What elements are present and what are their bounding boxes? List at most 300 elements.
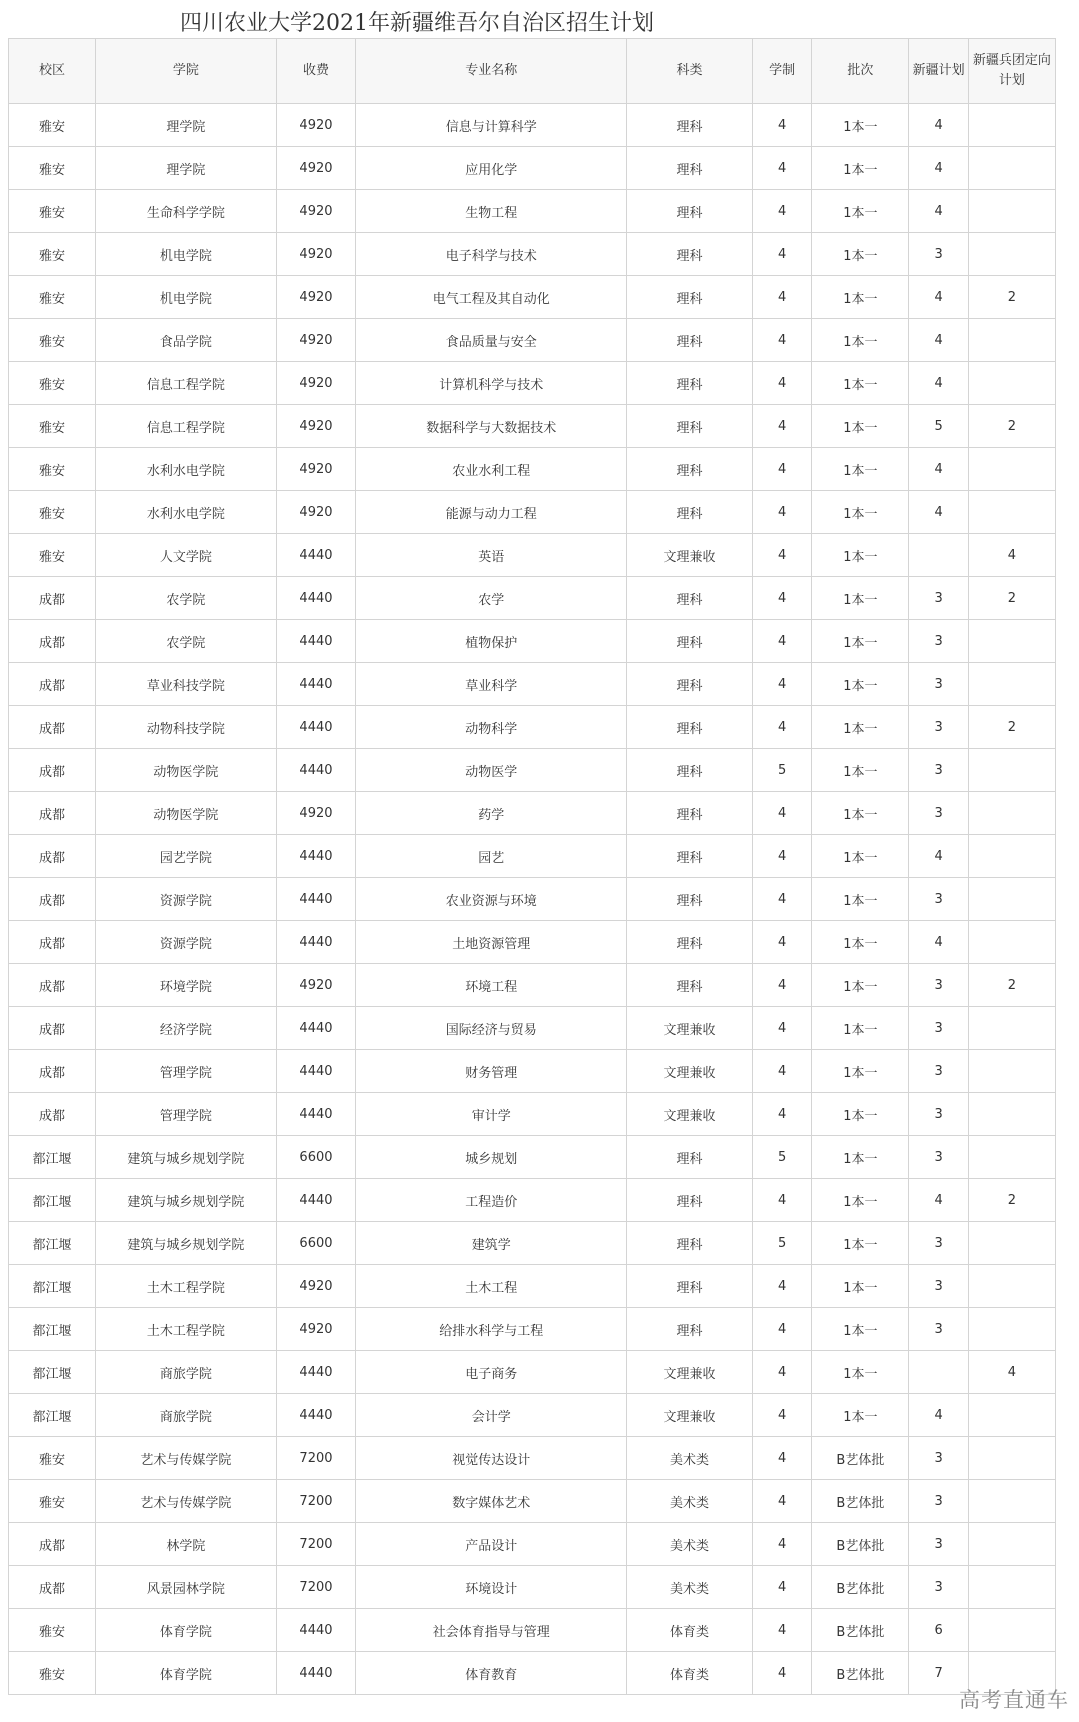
campus-cell: 雅安 [9, 405, 96, 448]
batch-cell: 1本一 [812, 319, 909, 362]
fee-cell: 4920 [276, 104, 355, 147]
bingtuan-plan-cell [968, 792, 1055, 835]
bingtuan-plan-cell [968, 362, 1055, 405]
college-cell: 农学院 [96, 620, 277, 663]
category-cell: 美术类 [627, 1523, 753, 1566]
category-cell: 理科 [627, 1136, 753, 1179]
college-cell: 动物医学院 [96, 792, 277, 835]
table-row [9, 1394, 1056, 1437]
bingtuan-plan-cell: 2 [968, 1179, 1055, 1222]
category-cell: 理科 [627, 362, 753, 405]
duration-cell: 4 [752, 620, 812, 663]
campus-cell: 成都 [9, 878, 96, 921]
college-cell: 水利水电学院 [96, 448, 277, 491]
fee-cell: 4920 [276, 964, 355, 1007]
major-cell: 社会体育指导与管理 [356, 1609, 627, 1652]
campus-cell: 都江堰 [9, 1222, 96, 1265]
bingtuan-plan-cell [968, 147, 1055, 190]
bingtuan-plan-cell [968, 491, 1055, 534]
college-cell: 理学院 [96, 147, 277, 190]
category-cell: 美术类 [627, 1437, 753, 1480]
fee-cell: 4440 [276, 921, 355, 964]
category-cell: 理科 [627, 835, 753, 878]
major-cell: 信息与计算科学 [356, 104, 627, 147]
batch-cell: 1本一 [812, 921, 909, 964]
bingtuan-plan-cell [968, 448, 1055, 491]
duration-cell: 4 [752, 663, 812, 706]
table-row [9, 1566, 1056, 1609]
fee-cell: 4440 [276, 1179, 355, 1222]
bingtuan-plan-cell [968, 663, 1055, 706]
college-cell: 园艺学院 [96, 835, 277, 878]
bingtuan-plan-cell: 2 [968, 577, 1055, 620]
batch-cell: 1本一 [812, 1351, 909, 1394]
campus-cell: 成都 [9, 1523, 96, 1566]
duration-cell: 4 [752, 1523, 812, 1566]
xinjiang-plan-cell: 3 [909, 749, 969, 792]
bingtuan-plan-cell [968, 233, 1055, 276]
header-bingtuan-plan: 新疆兵团定向计划 [968, 39, 1055, 104]
category-cell: 美术类 [627, 1566, 753, 1609]
category-cell: 理科 [627, 233, 753, 276]
fee-cell: 4440 [276, 1050, 355, 1093]
duration-cell: 4 [752, 147, 812, 190]
page-title: 四川农业大学2021年新疆维吾尔自治区招生计划 [180, 11, 654, 36]
campus-cell: 成都 [9, 620, 96, 663]
duration-cell: 4 [752, 534, 812, 577]
category-cell: 理科 [627, 577, 753, 620]
category-cell: 理科 [627, 276, 753, 319]
table-row [9, 749, 1056, 792]
fee-cell: 6600 [276, 1136, 355, 1179]
table-row [9, 534, 1056, 577]
campus-cell: 成都 [9, 1050, 96, 1093]
duration-cell: 4 [752, 362, 812, 405]
campus-cell: 都江堰 [9, 1265, 96, 1308]
bingtuan-plan-cell [968, 921, 1055, 964]
duration-cell: 4 [752, 1308, 812, 1351]
campus-cell: 雅安 [9, 147, 96, 190]
category-cell: 理科 [627, 1179, 753, 1222]
fee-cell: 4440 [276, 1394, 355, 1437]
xinjiang-plan-cell: 7 [909, 1652, 969, 1695]
xinjiang-plan-cell: 4 [909, 491, 969, 534]
major-cell: 建筑学 [356, 1222, 627, 1265]
fee-cell: 4920 [276, 491, 355, 534]
batch-cell: 1本一 [812, 276, 909, 319]
table-row [9, 448, 1056, 491]
xinjiang-plan-cell: 4 [909, 1179, 969, 1222]
table-row [9, 1652, 1056, 1695]
campus-cell: 雅安 [9, 448, 96, 491]
xinjiang-plan-cell [909, 1351, 969, 1394]
campus-cell: 雅安 [9, 362, 96, 405]
batch-cell: 1本一 [812, 1179, 909, 1222]
category-cell: 理科 [627, 448, 753, 491]
xinjiang-plan-cell: 4 [909, 1394, 969, 1437]
major-cell: 财务管理 [356, 1050, 627, 1093]
fee-cell: 4440 [276, 534, 355, 577]
duration-cell: 4 [752, 1566, 812, 1609]
category-cell: 理科 [627, 964, 753, 1007]
bingtuan-plan-cell [968, 1437, 1055, 1480]
table-row [9, 1093, 1056, 1136]
duration-cell: 4 [752, 405, 812, 448]
fee-cell: 4440 [276, 1007, 355, 1050]
major-cell: 植物保护 [356, 620, 627, 663]
batch-cell: 1本一 [812, 233, 909, 276]
college-cell: 土木工程学院 [96, 1265, 277, 1308]
table-row [9, 663, 1056, 706]
table-row [9, 362, 1056, 405]
table-row [9, 1222, 1056, 1265]
campus-cell: 雅安 [9, 276, 96, 319]
category-cell: 理科 [627, 147, 753, 190]
category-cell: 理科 [627, 921, 753, 964]
campus-cell: 都江堰 [9, 1394, 96, 1437]
campus-cell: 都江堰 [9, 1179, 96, 1222]
fee-cell: 4440 [276, 835, 355, 878]
category-cell: 理科 [627, 405, 753, 448]
college-cell: 机电学院 [96, 276, 277, 319]
table-row [9, 706, 1056, 749]
bingtuan-plan-cell [968, 1480, 1055, 1523]
duration-cell: 5 [752, 749, 812, 792]
college-cell: 动物科技学院 [96, 706, 277, 749]
duration-cell: 4 [752, 276, 812, 319]
category-cell: 文理兼收 [627, 1093, 753, 1136]
duration-cell: 4 [752, 1050, 812, 1093]
major-cell: 草业科学 [356, 663, 627, 706]
batch-cell: 1本一 [812, 620, 909, 663]
table-row [9, 921, 1056, 964]
campus-cell: 都江堰 [9, 1136, 96, 1179]
table-row [9, 405, 1056, 448]
campus-cell: 雅安 [9, 1609, 96, 1652]
major-cell: 食品质量与安全 [356, 319, 627, 362]
campus-cell: 成都 [9, 1566, 96, 1609]
table-row [9, 276, 1056, 319]
category-cell: 理科 [627, 104, 753, 147]
category-cell: 体育类 [627, 1652, 753, 1695]
campus-cell: 成都 [9, 921, 96, 964]
batch-cell: 1本一 [812, 405, 909, 448]
major-cell: 视觉传达设计 [356, 1437, 627, 1480]
major-cell: 数字媒体艺术 [356, 1480, 627, 1523]
major-cell: 药学 [356, 792, 627, 835]
bingtuan-plan-cell [968, 620, 1055, 663]
batch-cell: 1本一 [812, 792, 909, 835]
batch-cell: 1本一 [812, 577, 909, 620]
bingtuan-plan-cell: 2 [968, 405, 1055, 448]
table-row [9, 1136, 1056, 1179]
bingtuan-plan-cell [968, 749, 1055, 792]
duration-cell: 4 [752, 448, 812, 491]
duration-cell: 5 [752, 1136, 812, 1179]
college-cell: 农学院 [96, 577, 277, 620]
batch-cell: 1本一 [812, 362, 909, 405]
duration-cell: 4 [752, 1179, 812, 1222]
college-cell: 土木工程学院 [96, 1308, 277, 1351]
duration-cell: 4 [752, 921, 812, 964]
xinjiang-plan-cell: 3 [909, 706, 969, 749]
xinjiang-plan-cell: 3 [909, 1480, 969, 1523]
college-cell: 人文学院 [96, 534, 277, 577]
college-cell: 艺术与传媒学院 [96, 1480, 277, 1523]
xinjiang-plan-cell: 3 [909, 1523, 969, 1566]
table-row [9, 1437, 1056, 1480]
bingtuan-plan-cell [968, 1093, 1055, 1136]
bingtuan-plan-cell [968, 1609, 1055, 1652]
header-campus: 校区 [9, 39, 96, 104]
batch-cell: B艺体批 [812, 1566, 909, 1609]
watermark: 高考直通车 [959, 1688, 1069, 1712]
bingtuan-plan-cell [968, 1050, 1055, 1093]
bingtuan-plan-cell: 2 [968, 964, 1055, 1007]
batch-cell: 1本一 [812, 491, 909, 534]
campus-cell: 成都 [9, 964, 96, 1007]
category-cell: 体育类 [627, 1609, 753, 1652]
batch-cell: B艺体批 [812, 1480, 909, 1523]
xinjiang-plan-cell: 4 [909, 276, 969, 319]
table-row [9, 491, 1056, 534]
batch-cell: 1本一 [812, 1136, 909, 1179]
major-cell: 环境设计 [356, 1566, 627, 1609]
campus-cell: 成都 [9, 1093, 96, 1136]
header-category: 科类 [627, 39, 753, 104]
campus-cell: 都江堰 [9, 1308, 96, 1351]
college-cell: 环境学院 [96, 964, 277, 1007]
bingtuan-plan-cell [968, 1136, 1055, 1179]
fee-cell: 4440 [276, 1093, 355, 1136]
duration-cell: 4 [752, 1480, 812, 1523]
major-cell: 能源与动力工程 [356, 491, 627, 534]
major-cell: 园艺 [356, 835, 627, 878]
bingtuan-plan-cell: 4 [968, 1351, 1055, 1394]
bingtuan-plan-cell [968, 1265, 1055, 1308]
duration-cell: 5 [752, 1222, 812, 1265]
duration-cell: 4 [752, 878, 812, 921]
batch-cell: 1本一 [812, 706, 909, 749]
college-cell: 信息工程学院 [96, 405, 277, 448]
duration-cell: 4 [752, 835, 812, 878]
college-cell: 动物医学院 [96, 749, 277, 792]
header-fee: 收费 [276, 39, 355, 104]
table-row [9, 1265, 1056, 1308]
duration-cell: 4 [752, 1007, 812, 1050]
major-cell: 英语 [356, 534, 627, 577]
major-cell: 动物医学 [356, 749, 627, 792]
bingtuan-plan-cell [968, 319, 1055, 362]
college-cell: 资源学院 [96, 921, 277, 964]
batch-cell: 1本一 [812, 104, 909, 147]
xinjiang-plan-cell: 3 [909, 1093, 969, 1136]
batch-cell: B艺体批 [812, 1609, 909, 1652]
category-cell: 理科 [627, 319, 753, 362]
major-cell: 农学 [356, 577, 627, 620]
major-cell: 会计学 [356, 1394, 627, 1437]
college-cell: 管理学院 [96, 1050, 277, 1093]
major-cell: 国际经济与贸易 [356, 1007, 627, 1050]
batch-cell: 1本一 [812, 663, 909, 706]
table-row [9, 1308, 1056, 1351]
campus-cell: 成都 [9, 749, 96, 792]
xinjiang-plan-cell: 3 [909, 1265, 969, 1308]
campus-cell: 雅安 [9, 104, 96, 147]
table-row [9, 792, 1056, 835]
xinjiang-plan-cell: 3 [909, 878, 969, 921]
category-cell: 理科 [627, 190, 753, 233]
table-row [9, 147, 1056, 190]
major-cell: 生物工程 [356, 190, 627, 233]
batch-cell: B艺体批 [812, 1652, 909, 1695]
xinjiang-plan-cell: 4 [909, 362, 969, 405]
fee-cell: 4920 [276, 276, 355, 319]
college-cell: 水利水电学院 [96, 491, 277, 534]
campus-cell: 雅安 [9, 190, 96, 233]
batch-cell: 1本一 [812, 1093, 909, 1136]
table-row [9, 1480, 1056, 1523]
batch-cell: 1本一 [812, 835, 909, 878]
page-title-bar [0, 0, 1079, 38]
batch-cell: 1本一 [812, 448, 909, 491]
campus-cell: 都江堰 [9, 1351, 96, 1394]
xinjiang-plan-cell: 3 [909, 964, 969, 1007]
bingtuan-plan-cell [968, 104, 1055, 147]
college-cell: 机电学院 [96, 233, 277, 276]
category-cell: 文理兼收 [627, 1351, 753, 1394]
xinjiang-plan-cell: 4 [909, 190, 969, 233]
category-cell: 理科 [627, 1308, 753, 1351]
college-cell: 建筑与城乡规划学院 [96, 1179, 277, 1222]
campus-cell: 雅安 [9, 534, 96, 577]
xinjiang-plan-cell: 4 [909, 147, 969, 190]
major-cell: 给排水科学与工程 [356, 1308, 627, 1351]
xinjiang-plan-cell: 3 [909, 577, 969, 620]
major-cell: 计算机科学与技术 [356, 362, 627, 405]
college-cell: 商旅学院 [96, 1351, 277, 1394]
fee-cell: 4920 [276, 147, 355, 190]
college-cell: 草业科技学院 [96, 663, 277, 706]
campus-cell: 成都 [9, 577, 96, 620]
table-row [9, 1050, 1056, 1093]
major-cell: 电子商务 [356, 1351, 627, 1394]
xinjiang-plan-cell: 6 [909, 1609, 969, 1652]
duration-cell: 4 [752, 1437, 812, 1480]
duration-cell: 4 [752, 1609, 812, 1652]
fee-cell: 4920 [276, 405, 355, 448]
category-cell: 文理兼收 [627, 1007, 753, 1050]
major-cell: 工程造价 [356, 1179, 627, 1222]
table-row [9, 1523, 1056, 1566]
batch-cell: 1本一 [812, 749, 909, 792]
table-row [9, 1007, 1056, 1050]
college-cell: 生命科学学院 [96, 190, 277, 233]
duration-cell: 4 [752, 1394, 812, 1437]
campus-cell: 雅安 [9, 1437, 96, 1480]
bingtuan-plan-cell: 2 [968, 706, 1055, 749]
campus-cell: 成都 [9, 663, 96, 706]
xinjiang-plan-cell: 3 [909, 663, 969, 706]
college-cell: 林学院 [96, 1523, 277, 1566]
xinjiang-plan-cell: 4 [909, 835, 969, 878]
bingtuan-plan-cell [968, 1394, 1055, 1437]
header-row [9, 39, 1056, 104]
fee-cell: 4440 [276, 663, 355, 706]
batch-cell: 1本一 [812, 1007, 909, 1050]
duration-cell: 4 [752, 1351, 812, 1394]
category-cell: 理科 [627, 491, 753, 534]
bingtuan-plan-cell: 4 [968, 534, 1055, 577]
table-row [9, 104, 1056, 147]
duration-cell: 4 [752, 190, 812, 233]
fee-cell: 4920 [276, 190, 355, 233]
college-cell: 艺术与传媒学院 [96, 1437, 277, 1480]
duration-cell: 4 [752, 1652, 812, 1695]
table-row [9, 190, 1056, 233]
fee-cell: 4440 [276, 1652, 355, 1695]
duration-cell: 4 [752, 1093, 812, 1136]
campus-cell: 成都 [9, 835, 96, 878]
fee-cell: 4920 [276, 792, 355, 835]
campus-cell: 雅安 [9, 233, 96, 276]
xinjiang-plan-cell: 3 [909, 1437, 969, 1480]
table-row [9, 233, 1056, 276]
category-cell: 理科 [627, 1222, 753, 1265]
header-batch: 批次 [812, 39, 909, 104]
major-cell: 农业水利工程 [356, 448, 627, 491]
category-cell: 文理兼收 [627, 1050, 753, 1093]
batch-cell: 1本一 [812, 147, 909, 190]
xinjiang-plan-cell: 3 [909, 792, 969, 835]
fee-cell: 4440 [276, 878, 355, 921]
category-cell: 理科 [627, 1265, 753, 1308]
fee-cell: 4920 [276, 1265, 355, 1308]
major-cell: 环境工程 [356, 964, 627, 1007]
campus-cell: 成都 [9, 792, 96, 835]
table-row [9, 964, 1056, 1007]
table-row [9, 620, 1056, 663]
batch-cell: 1本一 [812, 190, 909, 233]
bingtuan-plan-cell [968, 1523, 1055, 1566]
major-cell: 土木工程 [356, 1265, 627, 1308]
fee-cell: 4440 [276, 706, 355, 749]
header-duration: 学制 [752, 39, 812, 104]
category-cell: 理科 [627, 749, 753, 792]
duration-cell: 4 [752, 491, 812, 534]
xinjiang-plan-cell: 3 [909, 233, 969, 276]
batch-cell: 1本一 [812, 878, 909, 921]
xinjiang-plan-cell: 3 [909, 1308, 969, 1351]
campus-cell: 雅安 [9, 491, 96, 534]
campus-cell: 成都 [9, 1007, 96, 1050]
college-cell: 建筑与城乡规划学院 [96, 1222, 277, 1265]
batch-cell: 1本一 [812, 1265, 909, 1308]
category-cell: 文理兼收 [627, 1394, 753, 1437]
fee-cell: 7200 [276, 1566, 355, 1609]
duration-cell: 4 [752, 577, 812, 620]
xinjiang-plan-cell: 5 [909, 405, 969, 448]
major-cell: 土地资源管理 [356, 921, 627, 964]
fee-cell: 7200 [276, 1437, 355, 1480]
fee-cell: 4440 [276, 749, 355, 792]
fee-cell: 4440 [276, 620, 355, 663]
table-row [9, 577, 1056, 620]
college-cell: 建筑与城乡规划学院 [96, 1136, 277, 1179]
xinjiang-plan-cell: 4 [909, 104, 969, 147]
major-cell: 应用化学 [356, 147, 627, 190]
major-cell: 电气工程及其自动化 [356, 276, 627, 319]
